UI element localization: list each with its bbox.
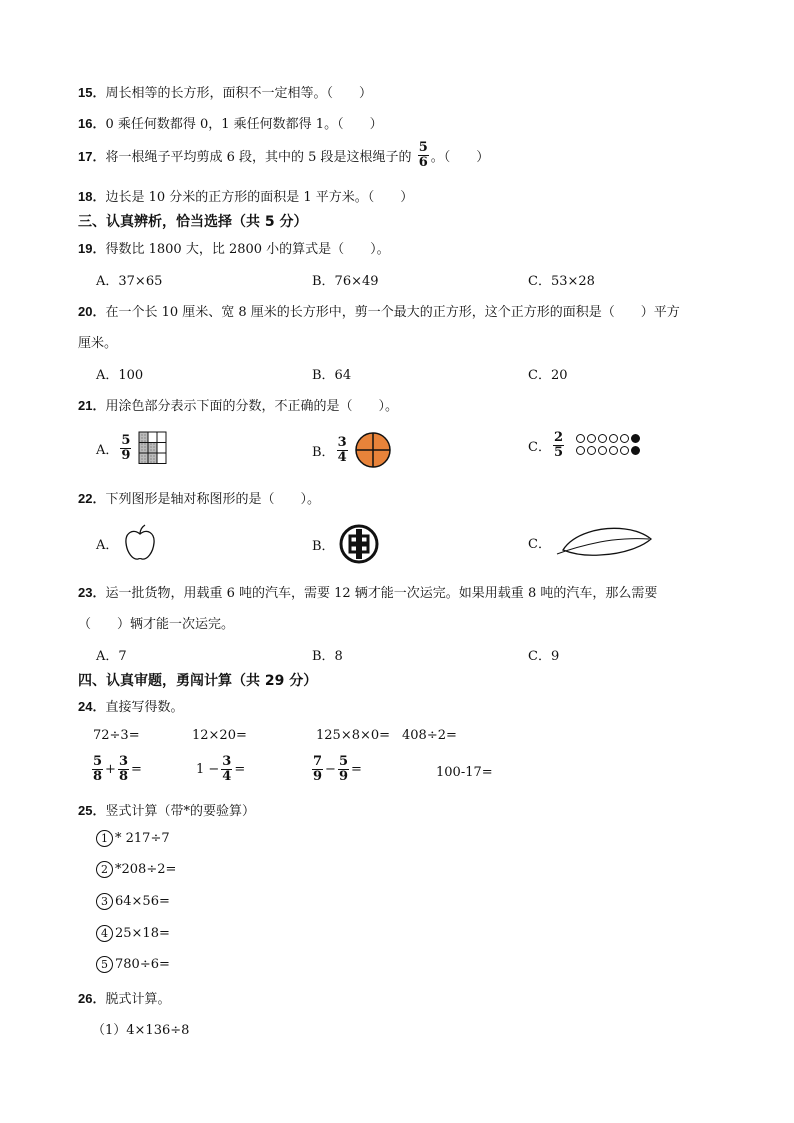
calc-fraction-2: 1 − $\frac{3}{4}$ = xyxy=(196,754,246,784)
question-20 xyxy=(78,301,680,320)
option-b[interactable]: B．64 xyxy=(312,368,352,383)
option-c[interactable]: C．20 xyxy=(528,368,568,383)
question-text: 0 乘任何数都得 0，1 乘任何数都得 1。（ ） xyxy=(105,117,383,132)
vertical-calc-item: 4 25×18= xyxy=(96,925,170,942)
question-26 xyxy=(78,988,170,1007)
calc-fraction-3: $\frac{7}{9}$ − $\frac{5}{9}$ = xyxy=(313,754,362,784)
question-text: 运一批货物，用载重 6 吨的汽车，需要 12 辆才能一次运完。如果用载重 8 吨的汽车，那么需要 xyxy=(105,586,658,601)
question-number: 25． xyxy=(78,803,106,818)
section-title-4: 四、认真审题，勇闯计算（共 29 分） xyxy=(78,673,318,689)
calc-fraction-1: $\frac{5}{8}$ + $\frac{3}{8}$ = xyxy=(93,754,142,784)
option-c[interactable]: C．9 xyxy=(528,649,560,664)
question-text: 竖式计算（带*的要验算） xyxy=(105,804,255,819)
option-a[interactable]: A． xyxy=(96,524,157,562)
vertical-calc-item: 5 780÷6= xyxy=(96,956,170,973)
fraction-five-ninths: $\frac{5}{9}$ xyxy=(121,432,131,463)
option-b[interactable]: B．76×49 xyxy=(312,274,379,289)
question-18 xyxy=(78,186,413,205)
question-19 xyxy=(78,238,390,257)
section-title-3: 三、认真辨析，恰当选择（共 5 分） xyxy=(78,214,308,230)
option-a[interactable]: A． $\frac{5}{9}$ xyxy=(96,431,168,465)
option-c[interactable]: C．53×28 xyxy=(528,274,595,289)
question-text: 边长是 10 分米的正方形的面积是 1 平方米。（ ） xyxy=(105,190,414,205)
bank-logo-icon xyxy=(339,524,379,564)
option-a[interactable]: A．37×65 xyxy=(96,274,163,289)
calc-item: 12×20= xyxy=(192,728,247,743)
dot-array-icon xyxy=(576,434,642,458)
option-a[interactable]: A．100 xyxy=(96,368,144,383)
question-number: 19． xyxy=(78,241,106,256)
question-20-continued: 厘米。 xyxy=(78,336,118,351)
question-24 xyxy=(78,696,183,715)
question-number: 15． xyxy=(78,85,106,100)
question-23-continued: （ ）辆才能一次运完。 xyxy=(78,617,235,632)
fraction-five-sixths: $\frac{5}{6}$ xyxy=(418,140,428,170)
option-c[interactable]: C． xyxy=(528,524,655,560)
question-number: 20． xyxy=(78,304,106,319)
calc-item: 408÷2= xyxy=(402,728,457,743)
question-23 xyxy=(78,582,657,601)
calc-item: 72÷3= xyxy=(93,728,140,743)
question-number: 18． xyxy=(78,189,106,204)
vertical-calc-item: 1 * 217÷7 xyxy=(96,830,170,847)
question-text: 在一个长 10 厘米、宽 8 厘米的长方形中，剪一个最大的正方形，这个正方形的面积是（ ）平方 xyxy=(105,305,680,320)
vertical-calc-item: 2 *208÷2= xyxy=(96,861,176,878)
question-number: 26． xyxy=(78,991,106,1006)
question-number: 23． xyxy=(78,585,106,600)
shaded-grid-icon xyxy=(138,431,168,465)
apple-icon xyxy=(123,524,157,562)
fraction-two-fifths: $\frac{2}{5}$ xyxy=(553,430,563,460)
option-b[interactable]: B．8 xyxy=(312,649,343,664)
question-15 xyxy=(78,82,372,101)
calc-item: （1）4×136÷8 xyxy=(92,1023,190,1038)
leaf-icon xyxy=(555,524,655,560)
question-number: 24． xyxy=(78,699,106,714)
option-a[interactable]: A．7 xyxy=(96,649,127,664)
question-21 xyxy=(78,395,398,414)
question-number: 21． xyxy=(78,398,106,413)
question-number: 17． xyxy=(78,149,106,164)
question-16 xyxy=(78,113,383,132)
question-text: 周长相等的长方形，面积不一定相等。（ ） xyxy=(105,86,372,101)
question-17 xyxy=(78,141,489,170)
question-number: 16． xyxy=(78,116,106,131)
question-text-end: 。（ ） xyxy=(430,150,490,165)
fraction-three-quarters: $\frac{3}{4}$ xyxy=(337,434,347,465)
question-text: 用涂色部分表示下面的分数，不正确的是（ ）。 xyxy=(105,399,398,414)
question-number: 22． xyxy=(78,491,106,506)
question-text: 脱式计算。 xyxy=(105,992,171,1007)
question-text: 下列图形是轴对称图形的是（ ）。 xyxy=(105,492,320,507)
question-text: 得数比 1800 大，比 2800 小的算式是（ ）。 xyxy=(105,242,390,257)
option-c[interactable]: C． $\frac{2}{5}$ xyxy=(528,431,642,460)
option-b[interactable]: B． xyxy=(312,524,379,564)
question-text: 直接写得数。 xyxy=(105,700,184,715)
calc-item: 125×8×0= xyxy=(316,728,391,743)
shaded-circle-icon xyxy=(354,431,392,469)
vertical-calc-item: 3 64×56= xyxy=(96,893,170,910)
calc-item: 100-17= xyxy=(436,765,493,780)
option-b[interactable]: B． $\frac{3}{4}$ xyxy=(312,431,392,469)
question-22 xyxy=(78,488,320,507)
question-25 xyxy=(78,800,255,819)
question-text: 将一根绳子平均剪成 6 段，其中的 5 段是这根绳子的 xyxy=(105,150,412,165)
